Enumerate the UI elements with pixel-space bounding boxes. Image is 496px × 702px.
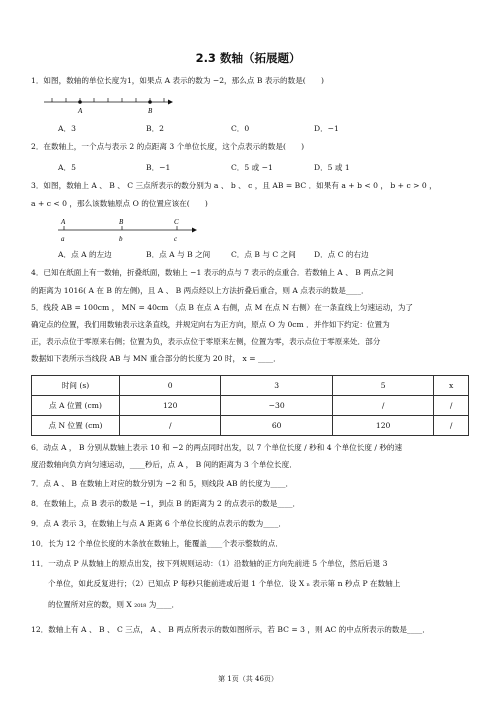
table-cell: 时间 (s) xyxy=(32,376,120,396)
question-12: 12．数轴上有 A 、 B 、 C 三点， A 、 B 两点所表示的数如图所示，若 BC = 3 ，则 AC 的中点所表示的数是____． xyxy=(31,625,430,634)
table-cell: 5 xyxy=(332,376,433,396)
table-cell: −30 xyxy=(221,396,332,416)
question-9: 9．点 A 表示 3，在数轴上与点 A 距离 6 个单位长度的点表示的数为____． xyxy=(31,519,286,528)
table-cell: x xyxy=(434,376,469,396)
options-q1 xyxy=(58,123,478,133)
table-row xyxy=(32,396,469,416)
data-table xyxy=(31,375,469,436)
table-row xyxy=(32,376,469,396)
label-a: A xyxy=(78,107,83,115)
option-b[interactable]: B．2 xyxy=(146,124,165,133)
question-10: 10．长为 12 个单位长度的木条放在数轴上，能覆盖____个表示整数的点． xyxy=(31,539,283,548)
label-lower-c: c xyxy=(174,235,178,243)
page-title: 2.3 数轴（拓展题） xyxy=(195,51,301,65)
label-upper-a: A xyxy=(61,218,66,226)
question-7: 7．点 A 、 B 在数轴上对应的数分别为 −2 和 5，则线段 AB 的长度为____． xyxy=(31,479,294,488)
question-6-line-2: 度沿数轴向负方向匀速运动，____秒后，点 A ， B 间的距离为 3 个单位长度． xyxy=(31,460,297,469)
option-a[interactable]: A．5 xyxy=(58,163,76,172)
option-b[interactable]: B．−1 xyxy=(146,163,171,172)
table-cell: 120 xyxy=(120,396,221,416)
question-8: 8．在数轴上，点 B 表示的数是 −1，到点 B 的距离为 2 的点表示的数是____． xyxy=(31,499,301,508)
table-cell: 点 A 位置 (cm) xyxy=(32,396,120,416)
label-upper-b: B xyxy=(119,218,124,226)
question-5-line-4: 数据如下表所示当线段 AB 与 MN 重合部分的长度为 20 时， x = ____． xyxy=(31,354,281,363)
question-5-line-3: 正，表示点位于零原来右侧；位置为负，表示点位于零原来左侧，位置为零，表示点位于零原来处．部分 xyxy=(31,337,381,346)
question-1: 1．如图，数轴的单位长度为1，如果点 A 表示的数为 −2，那么点 B 表示的数是( ) xyxy=(31,76,324,85)
table-cell: 0 xyxy=(120,376,221,396)
table-cell: 3 xyxy=(221,376,332,396)
question-11-line-3: 的位置所对应的数，则 X ₂₀₁₈ 为____． xyxy=(48,600,180,609)
label-b: B xyxy=(148,107,153,115)
question-11-line-2: 个单位，如此反复进行；（2）已知点 P 每秒只能前进或后退 1 个单位．设 X ₙ 表示第 n 秒点 P 在数轴上 xyxy=(48,579,401,588)
option-a[interactable]: A．点 A 的左边 xyxy=(58,250,112,259)
number-line-figure-3 xyxy=(58,216,198,244)
table-cell: / xyxy=(120,416,221,436)
point-a xyxy=(78,100,82,104)
options-q3 xyxy=(58,249,478,259)
label-upper-c: C xyxy=(174,218,179,226)
question-3-line-2: a + c < 0 ，那么该数轴原点 O 的位置应该在( ) xyxy=(31,199,208,208)
option-c[interactable]: C．点 B 与 C 之间 xyxy=(231,250,296,259)
question-6-line-1: 6．动点 A ， B 分别从数轴上表示 10 和 −2 的两点同时出发，以 7 个单位长度 / 秒和 4 个单位长度 / 秒的速 xyxy=(31,443,403,452)
option-d[interactable]: D．点 C 的右边 xyxy=(314,250,369,259)
number-line-figure-1 xyxy=(44,95,174,117)
table-cell: / xyxy=(332,396,433,416)
option-c[interactable]: C．0 xyxy=(231,124,250,133)
label-lower-b: b xyxy=(119,235,123,243)
option-c[interactable]: C．5 或 −1 xyxy=(231,163,273,172)
table-cell: 60 xyxy=(221,416,332,436)
question-4-line-2: 的距离为 1016( A 在 B 的左侧)，且 A 、 B 两点经以上方法折叠后重合，则 A 点表示的数是____． xyxy=(31,286,369,295)
option-d[interactable]: D．−1 xyxy=(314,124,339,133)
label-lower-a: a xyxy=(61,235,65,243)
table-cell: / xyxy=(434,396,469,416)
option-d[interactable]: D．5 或 1 xyxy=(314,163,350,172)
question-3-line-1: 3．如图，数轴上 A 、 B 、 C 三点所表示的数分别为 a 、 b 、 c ，且 AB = BC ．如果有 a + b < 0 ， b + c > 0 ， xyxy=(31,181,437,190)
table-cell: 120 xyxy=(332,416,433,436)
option-b[interactable]: B．点 A 与 B 之间 xyxy=(146,250,211,259)
table-row xyxy=(32,416,469,436)
page-footer: 第 1页（共 46页） xyxy=(218,675,278,683)
table-cell: 点 N 位置 (cm) xyxy=(32,416,120,436)
table-cell: / xyxy=(434,416,469,436)
point-b xyxy=(148,100,152,104)
question-2: 2．在数轴上，一个点与表示 2 的点距离 3 个单位长度，这个点表示的数是( ) xyxy=(31,142,305,151)
question-11-line-1: 11．一动点 P 从数轴上的原点出发，按下列规则运动：（1）沿数轴的正方向先前进 5 个单位，然后后退 3 xyxy=(31,559,388,568)
option-a[interactable]: A．3 xyxy=(58,124,76,133)
question-5-line-1: 5．线段 AB = 100cm ， MN = 40cm （点 B 在点 A 右侧，点 M 在点 N 右侧）在一条直线上匀速运动，为了 xyxy=(31,303,414,312)
question-5-line-2: 确定点的位置，我们用数轴表示这条直线，并规定向右为正方向，原点 O 为 0cm ．并作如下约定：位置为 xyxy=(31,320,390,329)
question-4-line-1: 4．已知在纸面上有一数轴，折叠纸面，数轴上 −1 表示的点与 7 表示的点重合．若数轴上 A 、 B 两点之间 xyxy=(31,268,394,277)
options-q2 xyxy=(58,162,478,172)
